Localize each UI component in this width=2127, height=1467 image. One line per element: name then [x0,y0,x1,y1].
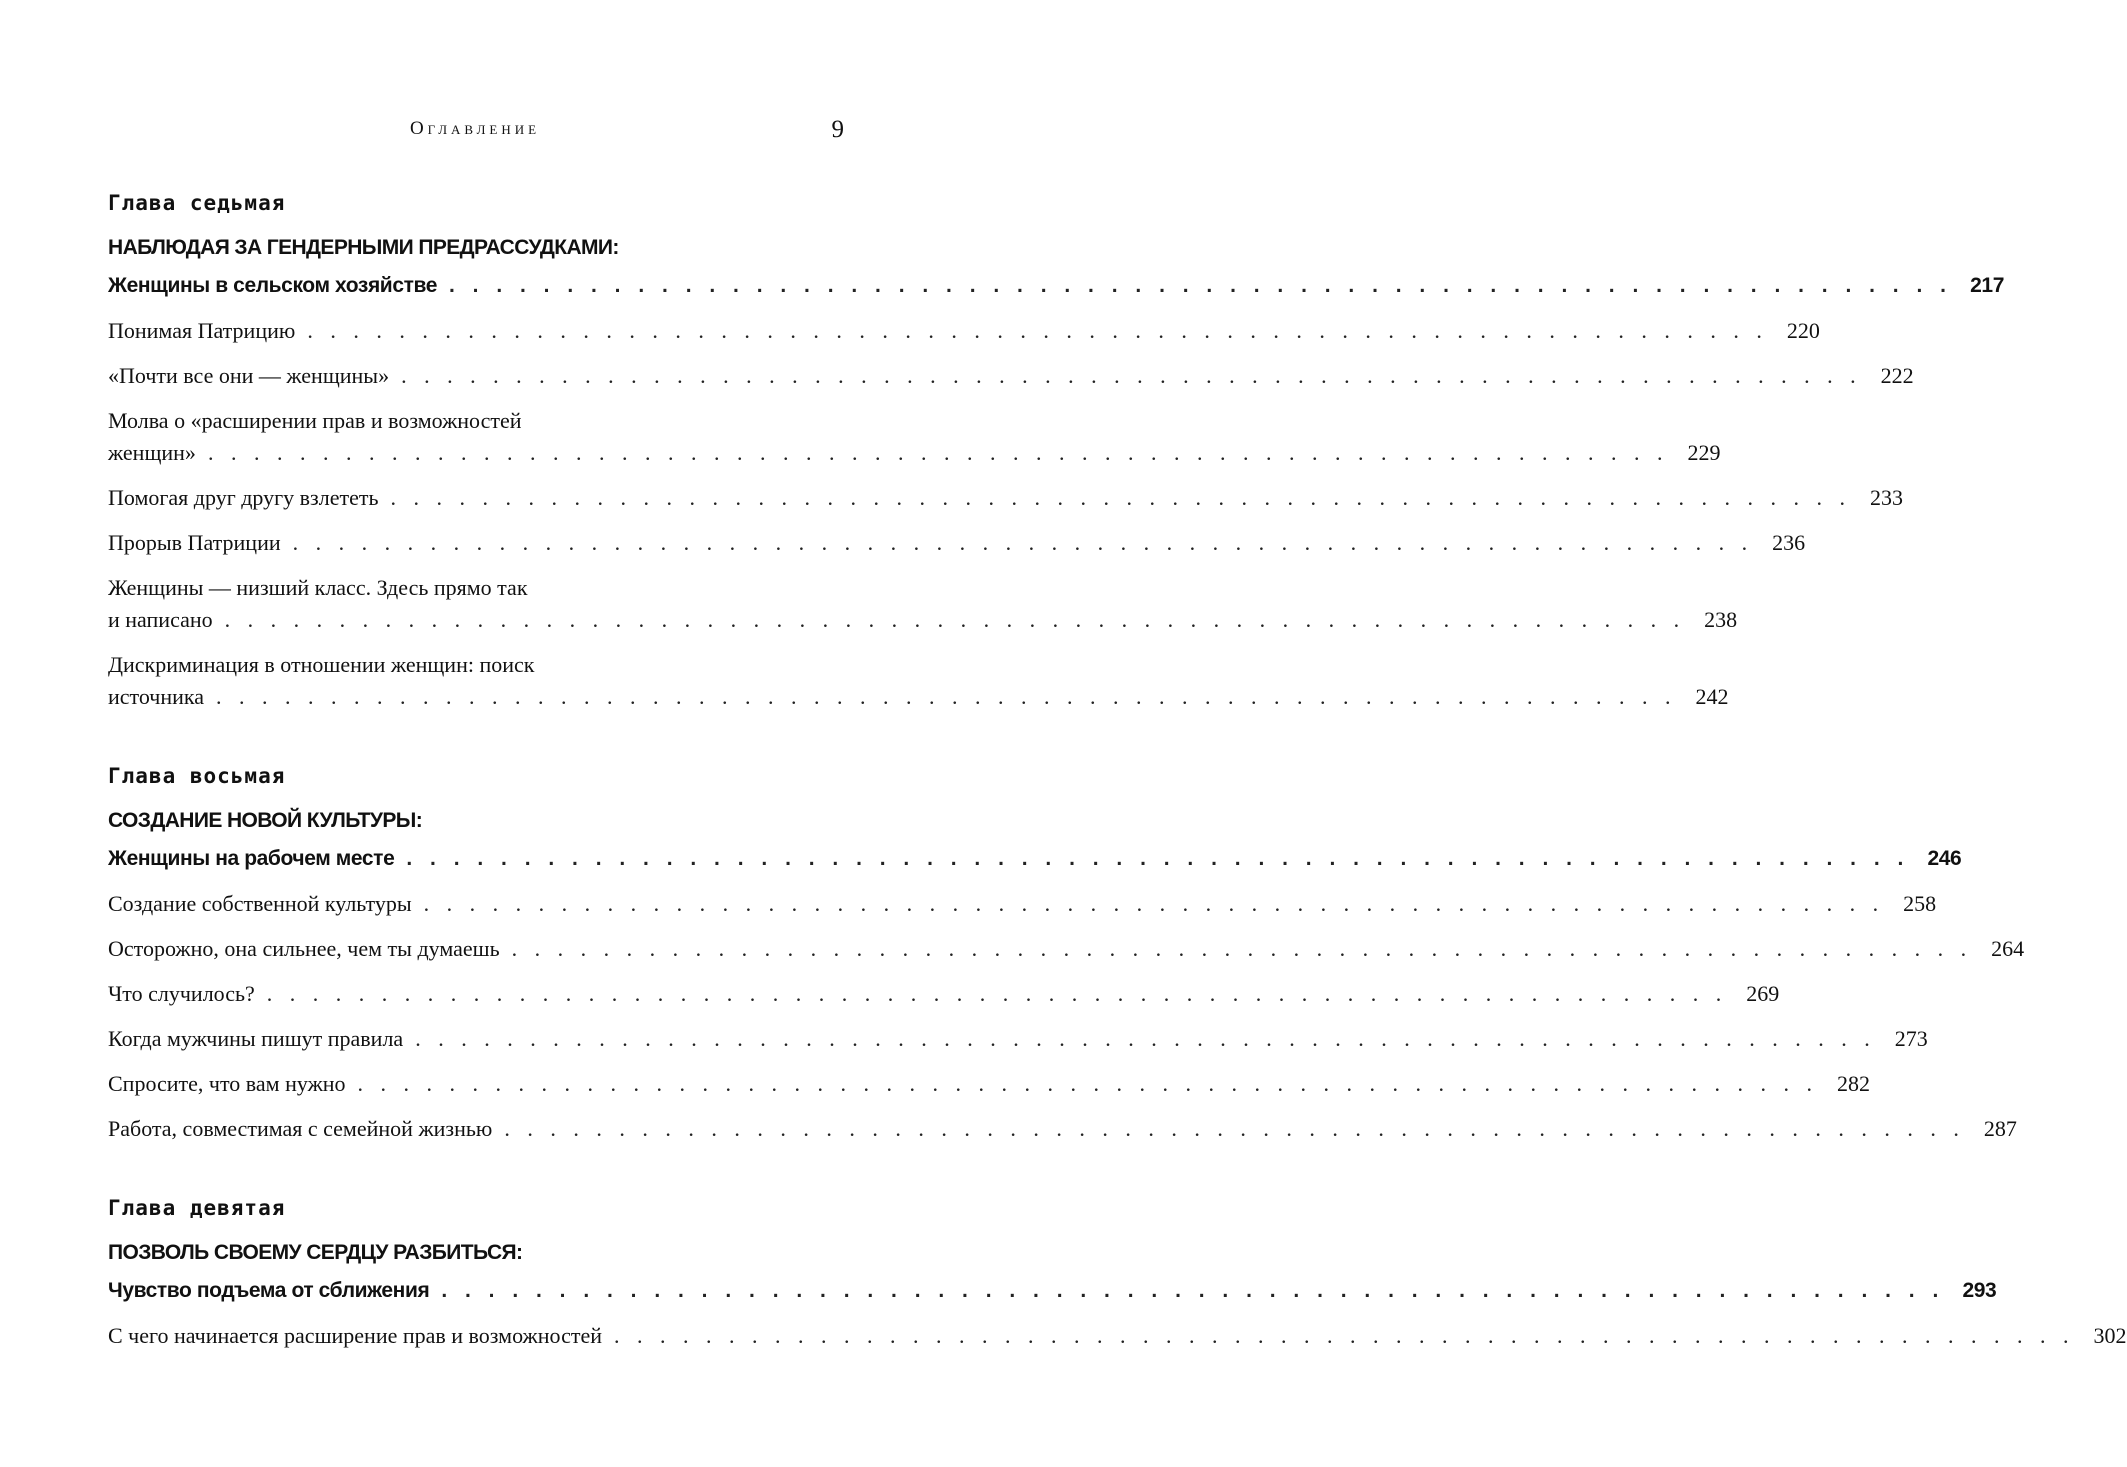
chapter-section [108,759,2025,1145]
page-number: 9 [831,116,844,143]
toc-entry-title: и написано [108,607,213,632]
toc-entry[interactable] [108,572,1738,636]
toc-entry-title-lead: Женщины — низший класс. Здесь прямо так [108,575,528,600]
toc-entry-page: 229 [1687,440,1721,465]
toc-entry[interactable] [108,1068,1871,1100]
toc-entry-page: 217 [1970,274,2004,297]
toc-entry[interactable] [108,978,1780,1010]
toc-entry-title: Работа, совместимая с семейной жизнью [108,1116,493,1141]
toc-entry-title: «Почти все они — женщины» [108,363,390,388]
toc-entry[interactable] [108,843,1962,875]
toc-entry-page: 258 [1903,891,1937,916]
toc-entry[interactable] [108,888,1937,920]
toc-entry-title: Что случилось? [108,981,255,1006]
toc-entry-page: 242 [1695,684,1729,709]
chapter-title: ПОЗВОЛЬ СВОЕМУ СЕРДЦУ РАЗБИТЬСЯ: [108,1241,523,1264]
toc-entry-title: Помогая друг другу взлететь [108,485,379,510]
dot-leader: . . . . . . . . . . . . . . . . . . . . . . . . . . . . . . . . . . . . . . . . . . . . . . . . . . . . . . . . . . . . . . . . [401,363,1862,388]
toc-entry-page: 293 [1962,1279,1997,1302]
dot-leader: . . . . . . . . . . . . . . . . . . . . . . . . . . . . . . . . . . . . . . . . . . . . . . . . . . . . . . . . . . . . . . . . [307,318,1768,343]
chapter-label: Глава седьмая [108,191,286,215]
table-of-contents [108,186,2127,1398]
chapter-label: Глава восьмая [108,764,286,788]
toc-entry-page: 282 [1837,1071,1871,1096]
toc-entry-title: Спросите, что вам нужно [108,1071,346,1096]
toc-entry-title-lead: Молва о «расширении прав и возможностей [108,408,522,433]
toc-entry-title: Чувство подъема от сближения [108,1279,430,1302]
chapter-section [108,1191,2127,1352]
toc-entry[interactable] [108,1320,2127,1352]
dot-leader: . . . . . . . . . . . . . . . . . . . . . . . . . . . . . . . . . . . . . . . . . . . . . . . . . . . . . . . . . . . . . . . . [357,1071,1819,1096]
dot-leader: . . . . . . . . . . . . . . . . . . . . . . . . . . . . . . . . . . . . . . . . . . . . . . . . . . . . . . . . . . . . . . . . [216,684,1677,709]
toc-entry-title: Женщины на рабочем месте [108,847,395,870]
toc-entry-page: 236 [1772,530,1806,555]
toc-entry[interactable] [108,315,1820,347]
toc-entry[interactable] [108,482,1903,514]
toc-entry[interactable] [108,527,1806,559]
toc-entry-title: Осторожно, она сильнее, чем ты думаешь [108,936,500,961]
toc-entry-title: Прорыв Патриции [108,530,281,555]
toc-entry-page: 246 [1927,847,1962,870]
toc-entry[interactable] [108,1275,1997,1307]
toc-entry-page: 220 [1786,318,1820,343]
dot-leader: . . . . . . . . . . . . . . . . . . . . . . . . . . . . . . . . . . . . . . . . . . . . . . . . . . . . . . . . . . . . . . . . [504,1116,1965,1141]
toc-entry-page: 222 [1880,363,1914,388]
toc-entry[interactable] [108,405,1721,469]
toc-entry-page: 238 [1704,607,1738,632]
toc-entry[interactable] [108,1023,1928,1055]
dot-leader: . . . . . . . . . . . . . . . . . . . . . . . . . . . . . . . . . . . . . . . . . . . . . . . . . . . . . . . . . . . . . . . . [266,981,1728,1006]
toc-entry-title-lead: Дискриминация в отношении женщин: поиск [108,652,535,677]
toc-entry-page: 233 [1870,485,1903,510]
dot-leader: . . . . . . . . . . . . . . . . . . . . . . . . . . . . . . . . . . . . . . . . . . . . . . . . . . . . . . . . . . . . . . . . [390,485,1851,510]
dot-leader: . . . . . . . . . . . . . . . . . . . . . . . . . . . . . . . . . . . . . . . . . . . . . . . . . . . . . . . . . . . . . . . . [224,607,1686,632]
dot-leader: . . . . . . . . . . . . . . . . . . . . . . . . . . . . . . . . . . . . . . . . . . . . . . . . . . . . . . . . . . . . . . . . [406,847,1910,870]
toc-entry[interactable] [108,649,1729,713]
toc-entry-page: 264 [1991,936,2025,961]
toc-entry-title: Женщины в сельском хозяйстве [108,274,437,297]
chapter-title: НАБЛЮДАЯ ЗА ГЕНДЕРНЫМИ ПРЕДРАССУДКАМИ: [108,236,619,259]
toc-entry-page: 269 [1746,981,1780,1006]
toc-entry-title: С чего начинается расширение прав и возможностей [108,1323,602,1348]
chapter-title: СОЗДАНИЕ НОВОЙ КУЛЬТУРЫ: [108,809,423,832]
toc-entry-title: источника [108,684,205,709]
dot-leader: . . . . . . . . . . . . . . . . . . . . . . . . . . . . . . . . . . . . . . . . . . . . . . . . . . . . . . . . . . . . . . . . [449,274,1952,297]
toc-entry[interactable] [108,360,1914,392]
toc-entry-title: Создание собственной культуры [108,891,412,916]
dot-leader: . . . . . . . . . . . . . . . . . . . . . . . . . . . . . . . . . . . . . . . . . . . . . . . . . . . . . . . . . . . . . . . . [207,440,1669,465]
toc-entry-page: 287 [1983,1116,2017,1141]
dot-leader: . . . . . . . . . . . . . . . . . . . . . . . . . . . . . . . . . . . . . . . . . . . . . . . . . . . . . . . . . . . . . . . . [511,936,1973,961]
toc-entry[interactable] [108,270,2004,302]
toc-entry-title: Понимая Патрицию [108,318,296,343]
dot-leader: . . . . . . . . . . . . . . . . . . . . . . . . . . . . . . . . . . . . . . . . . . . . . . . . . . . . . . . . . . . . . . . . [423,891,1885,916]
dot-leader: . . . . . . . . . . . . . . . . . . . . . . . . . . . . . . . . . . . . . . . . . . . . . . . . . . . . . . . . . . . . . . . . [441,1279,1945,1302]
toc-entry[interactable] [108,933,2025,965]
dot-leader: . . . . . . . . . . . . . . . . . . . . . . . . . . . . . . . . . . . . . . . . . . . . . . . . . . . . . . . . . . . . . . . . [614,1323,2075,1348]
toc-entry[interactable] [108,1113,2017,1145]
toc-entry-title: Когда мужчины пишут правила [108,1026,404,1051]
toc-entry-title: женщин» [108,440,196,465]
toc-entry-page: 273 [1894,1026,1928,1051]
running-head-title: Оглавление [409,118,541,139]
dot-leader: . . . . . . . . . . . . . . . . . . . . . . . . . . . . . . . . . . . . . . . . . . . . . . . . . . . . . . . . . . . . . . . . [415,1026,1876,1051]
toc-entry-page: 302 [2093,1323,2127,1348]
dot-leader: . . . . . . . . . . . . . . . . . . . . . . . . . . . . . . . . . . . . . . . . . . . . . . . . . . . . . . . . . . . . . . . . [292,530,1754,555]
chapter-label: Глава девятая [108,1196,286,1220]
chapter-section [108,186,2004,713]
